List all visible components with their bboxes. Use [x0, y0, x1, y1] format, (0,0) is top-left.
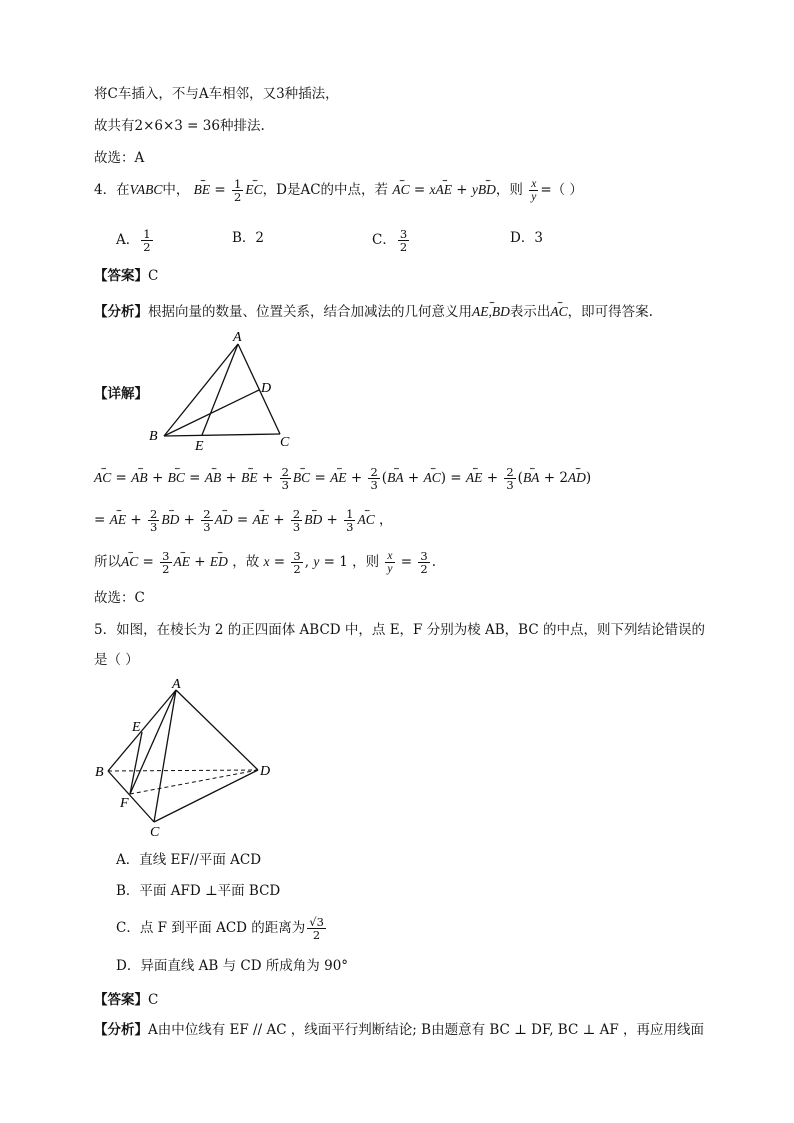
- question-5-line-1: 5．如图，在棱长为 2 的正四面体 ABCD 中，点 E，F 分别为棱 AB，BC 的中点，则下列结论错误的: [94, 622, 705, 638]
- detail-4-tag: 【详解】: [94, 386, 148, 402]
- tetrahedron-figure: [90, 676, 290, 841]
- label-b: B: [149, 429, 158, 444]
- q4-option-b: B．2: [232, 230, 265, 246]
- analysis-4: 【分析】根据向量的数量、位置关系，结合加减法的几何意义用ꞏꞏꞏꞏ AE,BD表示出ꞏꞏꞏꞏ AC，即可得答案.: [94, 302, 653, 322]
- label-e: E: [132, 720, 141, 735]
- label-a: A: [233, 330, 242, 345]
- edge-bc: [108, 771, 154, 822]
- text-line-1: 将C车插入，不与A车相邻，又3种插法，: [94, 86, 339, 102]
- derivation-line-1: ꞏꞏꞏꞏ AC = ꞏꞏꞏꞏ AB + ꞏꞏꞏꞏ BC = ꞏꞏꞏꞏ AB + ꞏꞏꞏꞏ BE + $\frac{2}{3}$ ꞏꞏꞏꞏ BC = ꞏꞏꞏꞏ AE + $\frac{2}{3}$ (ꞏꞏꞏꞏ BA + ꞏꞏꞏꞏ AC) = ꞏꞏꞏꞏ AE + $\frac{2}{3}$ (ꞏꞏꞏꞏ BA + 2ꞏꞏꞏꞏ AD): [94, 466, 591, 491]
- segment-ef: [130, 732, 142, 794]
- q4-option-a: A． $\frac{1}{2}$: [116, 227, 151, 254]
- answer-5: 【答案】C: [94, 992, 159, 1008]
- label-d: D: [260, 764, 271, 779]
- q4-option-c: C． $\frac{3}{2}$: [372, 227, 408, 254]
- text-line-2: 故共有2×6×3 = 36种排法.: [94, 118, 265, 134]
- edge-bd-hidden: [108, 770, 258, 771]
- text-line-3: 故选：A: [94, 150, 145, 166]
- q4-option-d: D．3: [510, 230, 543, 246]
- question-5-line-2: 是（ ）: [94, 652, 139, 668]
- derivation-line-3: 所以ꞏꞏꞏꞏ AC = $\frac{3}{2}$ ꞏꞏꞏꞏ AE + ꞏꞏꞏꞏ ED ，故 x = $\frac{3}{2}$ , y = 1 ，则 $\frac{x}{y}$ = $\frac{3}{2}$ .: [94, 550, 436, 575]
- q5-option-d: D．异面直线 AB 与 CD 所成角为 90°: [116, 958, 349, 974]
- label-a: A: [172, 677, 181, 692]
- segment-fd-hidden: [130, 770, 258, 794]
- q5-option-b: B．平面 AFD ⊥平面 BCD: [116, 883, 281, 899]
- segment-af: [130, 690, 176, 794]
- edge-cd: [154, 770, 258, 822]
- derivation-line-2: = ꞏꞏꞏꞏ AE + $\frac{2}{3}$ ꞏꞏꞏꞏ BD + $\frac{2}{3}$ ꞏꞏꞏꞏ AD = ꞏꞏꞏꞏ AE + $\frac{2}{3}$ ꞏꞏꞏꞏ BD + $\frac{1}{3}$ ꞏꞏꞏꞏ AC ，: [94, 508, 393, 533]
- edge-bc: [164, 434, 280, 436]
- analysis-5: 【分析】A由中位线有 EF // AC ，线面平行判断结论; B由题意有 BC ⊥ DF, BC ⊥ AF ，再应用线面: [94, 1022, 704, 1038]
- label-e: E: [195, 439, 204, 454]
- label-c: C: [280, 435, 290, 450]
- edge-ab: [108, 690, 176, 771]
- answer-4: 【答案】C: [94, 268, 159, 284]
- label-b: B: [95, 765, 104, 780]
- edge-ad: [176, 690, 258, 770]
- q5-option-a: A．直线 EF//平面 ACD: [116, 852, 262, 868]
- choice-4: 故选：C: [94, 590, 145, 606]
- segment-ae: [202, 344, 238, 435]
- triangle-figure: [140, 330, 310, 455]
- label-d: D: [261, 381, 272, 396]
- edge-ac: [154, 690, 176, 822]
- edge-ac: [238, 344, 280, 434]
- q5-option-c: C．点 F 到平面 ACD 的距离为 $\frac{√3}{2}$: [116, 915, 324, 942]
- label-f: F: [120, 796, 129, 811]
- question-4: 4．在VABC中， ꞏꞏꞏꞏ BE = $\frac{1}{2}$ ꞏꞏꞏꞏ EC，D是AC的中点，若 ꞏꞏꞏꞏ AC = xꞏꞏꞏꞏ AE + yꞏꞏꞏꞏ BD，则 $\frac{x}{y}$ =（ ）: [94, 178, 583, 203]
- label-c: C: [150, 825, 160, 840]
- segment-bd: [164, 390, 259, 436]
- edge-ab: [164, 344, 238, 436]
